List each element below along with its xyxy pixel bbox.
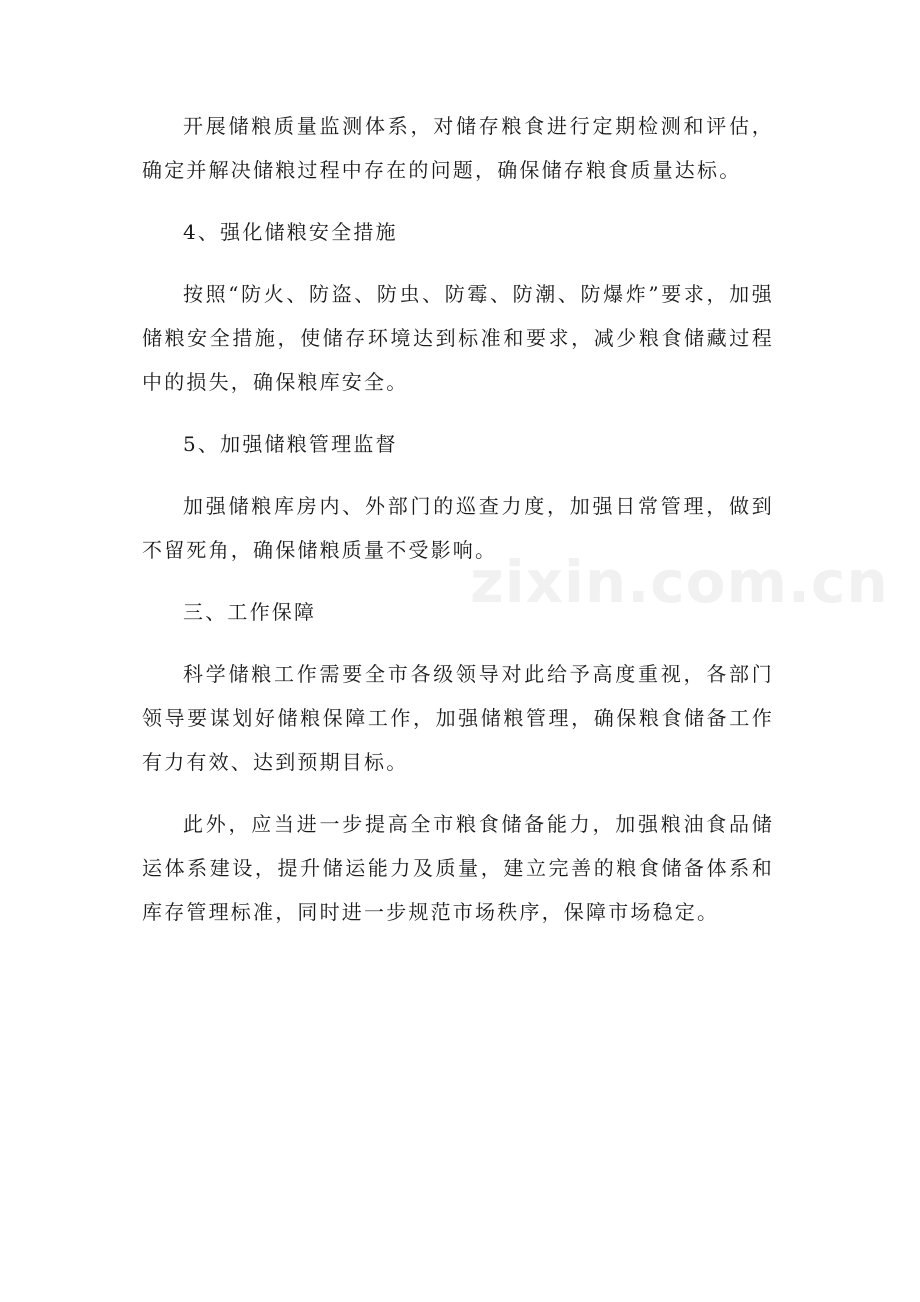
paragraph-management-supervision: 加强储粮库房内、外部门的巡查力度，加强日常管理，做到不留死角，确保储粮质量不受影响。 [142, 494, 774, 562]
paragraph-additional-measures: 此外，应当进一步提高全市粮食储备能力，加强粮油食品储运体系建设，提升储运能力及质量，建立完善的粮食储备体系和库存管理标准，同时进一步规范市场秩序，保障市场稳定。 [142, 812, 774, 924]
heading-safety-measures: 4、强化储粮安全措施 [183, 220, 398, 244]
heading-work-guarantee: 三、工作保障 [183, 600, 317, 624]
paragraph-work-guarantee: 科学储粮工作需要全市各级领导对此给予高度重视，各部门领导要谋划好储粮保障工作，加强储粮管理，确保粮食储备工作有力有效、达到预期目标。 [142, 662, 774, 774]
heading-management-supervision: 5、加强储粮管理监督 [183, 432, 398, 456]
document-body [142, 104, 774, 952]
watermark: zixin.com.cn [470, 548, 889, 616]
paragraph-safety-measures: 按照“防火、防盗、防虫、防霉、防潮、防爆炸”要求，加强储粮安全措施，使储存环境达到标准和要求，减少粮食储藏过程中的损失，确保粮库安全。 [142, 282, 774, 394]
paragraph-quality-monitoring: 开展储粮质量监测体系，对储存粮食进行定期检测和评估，确定并解决储粮过程中存在的问题，确保储存粮食质量达标。 [142, 114, 774, 182]
